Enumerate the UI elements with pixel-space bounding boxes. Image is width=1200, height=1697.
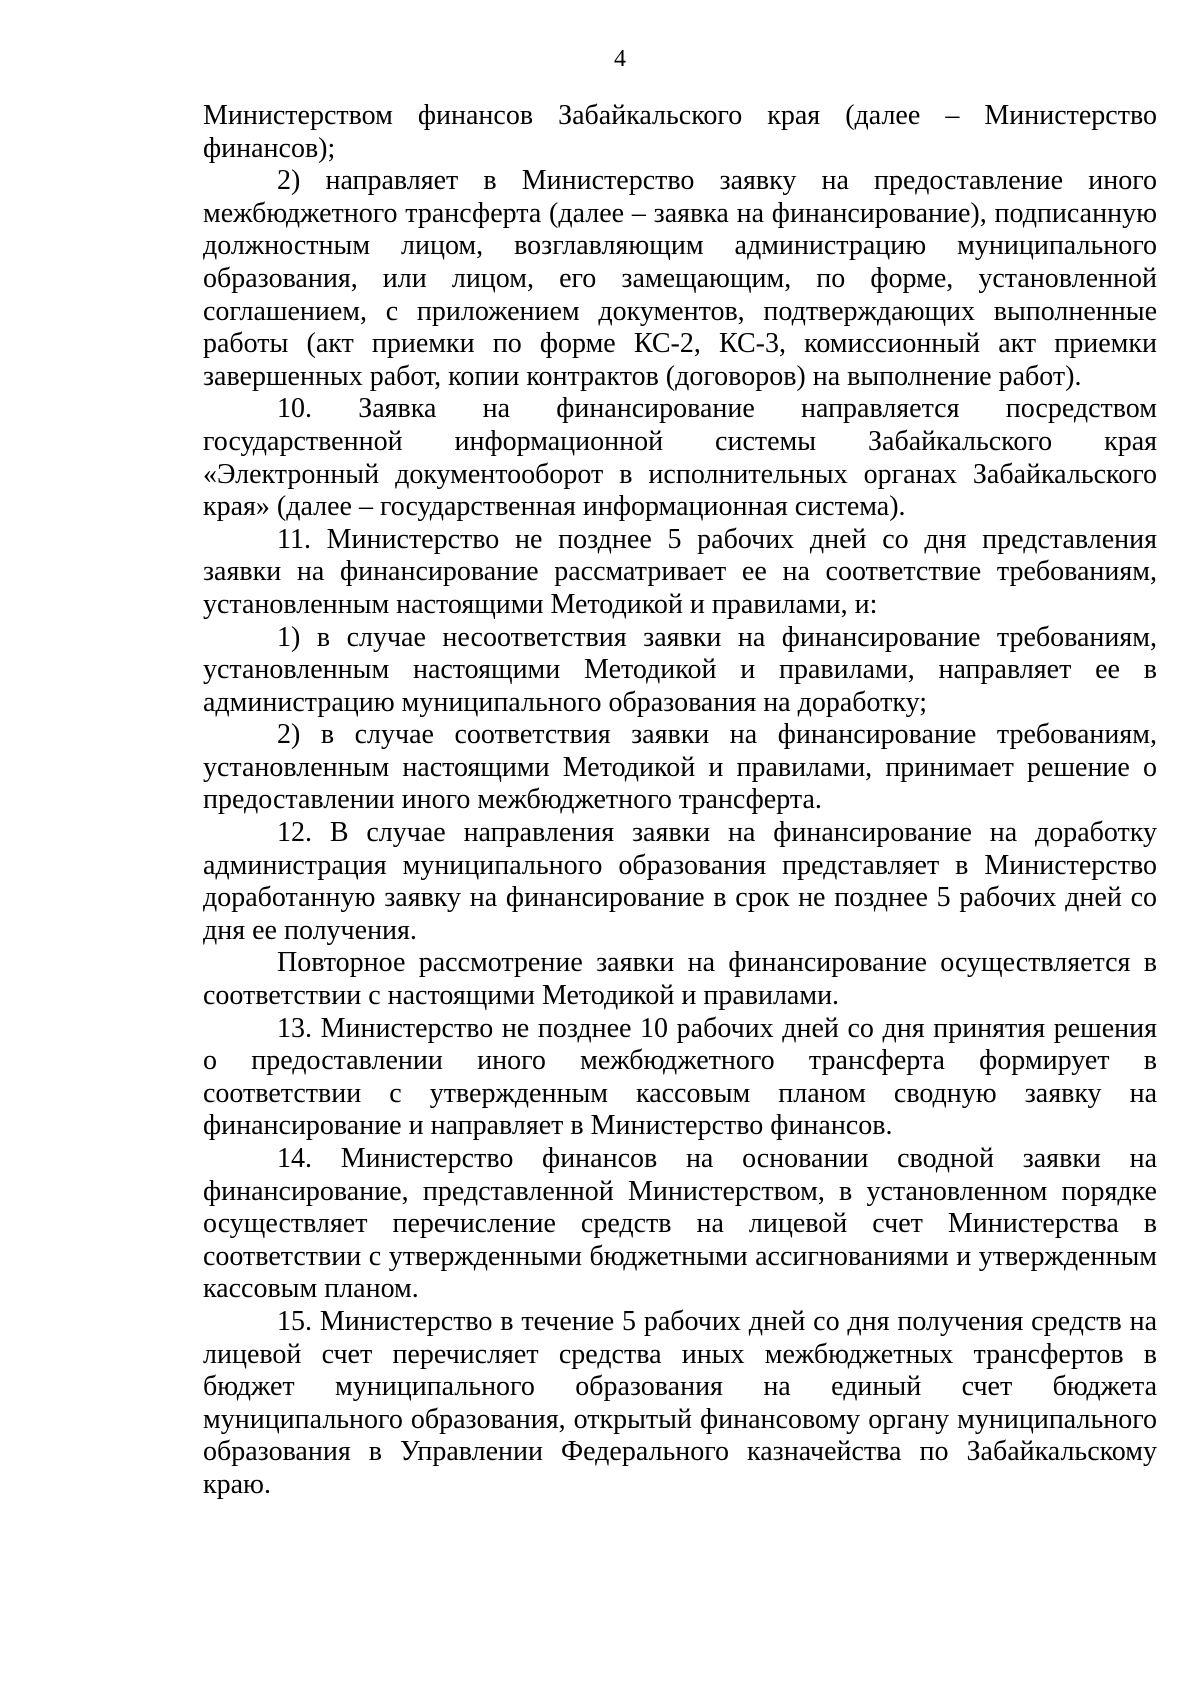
paragraph-12: 12. В случае направления заявки на финансирование на доработку администрация муниципального образования представляет в Министерство доработанную заявку на финансирование в срок не позднее 5 рабочих дней со дня ее получения. (203, 817, 1157, 946)
paragraph-item-2-request: 2) направляет в Министерство заявку на предоставление иного межбюджетного трансферта (далее – заявка на финансирование), подписанную должностным лицом, возглавляющим администрацию муниципального образования, или лицом, его замещающим, по форме, установленной соглашением, с приложением документов, подтверждающих выполненные работы (акт приемки по форме КС-2, КС-3, комиссионный акт приемки завершенных работ, копии контрактов (договоров) на выполнение работ). (203, 165, 1157, 392)
paragraph-15: 15. Министерство в течение 5 рабочих дней со дня получения средств на лицевой счет перечисляет средства иных межбюджетных трансфертов в бюджет муниципального образования на единый счет бюджета муниципального образования, открытый финансовому органу муниципального образования в Управлении Федерального казначейства по Забайкальскому краю. (203, 1305, 1157, 1500)
paragraph-11-item-1: 1) в случае несоответствия заявки на финансирование требованиям, установленным настоящими Методикой и правилами, направляет ее в администрацию муниципального образования на доработку; (203, 621, 1157, 718)
paragraph-14: 14. Министерство финансов на основании сводной заявки на финансирование, представленной Министерством, в установленном порядке осуществляет перечисление средств на лицевой счет Министерства в соответствии с утвержденными бюджетными ассигнованиями и утвержденным кассовым планом. (203, 1143, 1157, 1305)
page-number: 4 (614, 46, 626, 72)
paragraph-12-repeat-review: Повторное рассмотрение заявки на финансирование осуществляется в соответствии с настоящими Методикой и правилами. (203, 947, 1157, 1012)
paragraph-11-item-2: 2) в случае соответствия заявки на финансирование требованиям, установленным настоящими Методикой и правилами, принимает решение о предоставлении иного межбюджетного трансферта. (203, 719, 1157, 816)
paragraph-13: 13. Министерство не позднее 10 рабочих дней со дня принятия решения о предоставлении иного межбюджетного трансферта формирует в соответствии с утвержденным кассовым планом сводную заявку на финансирование и направляет в Министерство финансов. (203, 1012, 1157, 1142)
paragraph-11: 11. Министерство не позднее 5 рабочих дней со дня представления заявки на финансирование рассматривает ее на соответствие требованиям, установленным настоящими Методикой и правилами, и: (203, 523, 1157, 620)
paragraph-10: 10. Заявка на финансирование направляется посредством государственной информационной системы Забайкальского края «Электронный документооборот в исполнительных органах Забайкальского края» (далее – государственная информационная система). (203, 393, 1157, 523)
document-body (203, 100, 1157, 1502)
paragraph-continuation: Министерством финансов Забайкальского края (далее – Министерство финансов); (203, 100, 1157, 164)
